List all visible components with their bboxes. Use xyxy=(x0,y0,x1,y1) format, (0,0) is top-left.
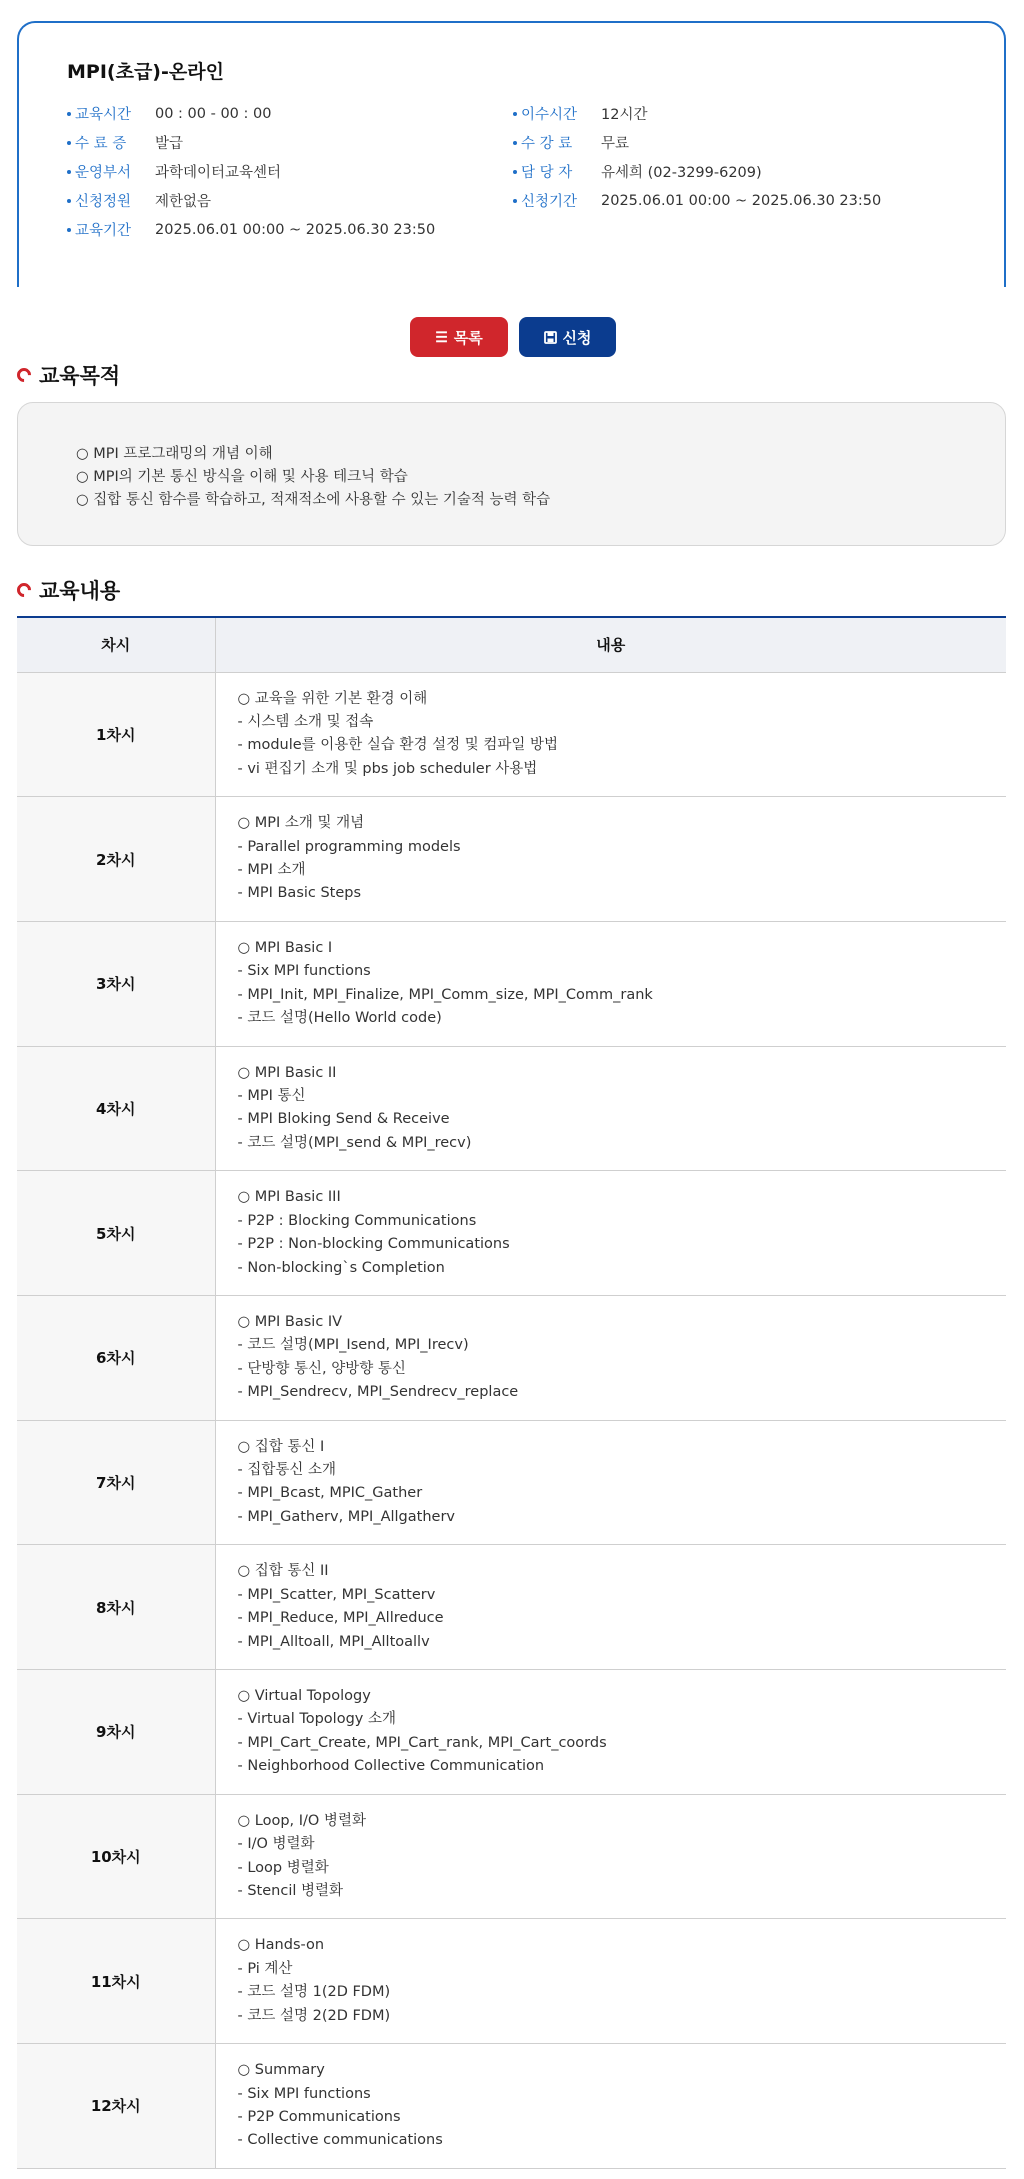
header-content: 내용 xyxy=(215,618,1006,672)
info-row xyxy=(67,133,513,152)
content-line: - 코드 설명(MPI_Isend, MPI_Irecv) xyxy=(237,1337,469,1354)
info-key: 이수시간 xyxy=(521,107,578,123)
info-key: 수 료 증 xyxy=(75,136,127,152)
content-cell xyxy=(215,1295,1006,1420)
table-row xyxy=(17,1046,1006,1171)
apply-button-label: 신청 xyxy=(562,329,592,347)
content-line: ○ Loop, I/O 병렬화 xyxy=(237,1812,366,1829)
section-title-content xyxy=(17,575,120,605)
session-cell: 5차시 xyxy=(17,1171,215,1296)
content-line: - I/O 병렬화 xyxy=(237,1836,315,1853)
content-line: ○ MPI Basic II xyxy=(237,1064,337,1081)
apply-button[interactable] xyxy=(519,317,616,357)
table-row xyxy=(17,1670,1006,1795)
content-line: - Parallel programming models xyxy=(237,838,461,855)
course-title: MPI(초급)-온라인 xyxy=(67,61,224,83)
content-line: - MPI 통신 xyxy=(237,1088,306,1104)
info-value: 유세희 (02-3299-6209) xyxy=(601,165,762,181)
info-column-right xyxy=(513,104,953,239)
content-line: - 코드 설명 1(2D FDM) xyxy=(237,1984,391,2001)
content-line: - Stencil 병렬화 xyxy=(237,1882,344,1899)
content-line: - Loop 병렬화 xyxy=(237,1859,329,1876)
session-cell: 11차시 xyxy=(17,1919,215,2044)
table-header-row xyxy=(17,618,1006,672)
section-title-purpose xyxy=(17,360,120,390)
session-cell: 4차시 xyxy=(17,1046,215,1171)
content-line: - Collective communications xyxy=(237,2132,443,2149)
action-buttons xyxy=(0,317,1024,357)
info-key: 담 당 자 xyxy=(521,165,573,181)
content-line: - 코드 설명 2(2D FDM) xyxy=(237,2007,391,2024)
bullet-dot-icon xyxy=(513,141,517,145)
session-cell: 9차시 xyxy=(17,1670,215,1795)
content-line: ○ MPI Basic IV xyxy=(237,1313,343,1330)
content-line: ○ Summary xyxy=(237,2062,325,2079)
course-info-card xyxy=(17,21,1006,287)
content-line: - MPI 소개 xyxy=(237,862,306,879)
session-cell: 10차시 xyxy=(17,1794,215,1919)
bullet-dot-icon xyxy=(67,141,71,145)
info-key: 신청기간 xyxy=(521,194,578,210)
content-cell xyxy=(215,921,1006,1046)
content-line: - MPI_Gatherv, MPI_Allgatherv xyxy=(237,1508,455,1525)
info-row xyxy=(67,220,513,239)
content-line: - MPI_Scatter, MPI_Scatterv xyxy=(237,1586,436,1603)
bullet-dot-icon xyxy=(513,112,517,116)
purpose-line: ○ MPI 프로그래밍의 개념 이해 xyxy=(76,446,273,462)
content-line: - 단방향 통신, 양방향 통신 xyxy=(237,1360,406,1377)
content-line: - Six MPI functions xyxy=(237,963,371,980)
content-cell xyxy=(215,1420,1006,1545)
info-key: 교육시간 xyxy=(75,107,132,123)
info-row xyxy=(513,162,953,181)
content-cell xyxy=(215,2044,1006,2169)
info-key: 교육기간 xyxy=(75,223,132,239)
content-line: - MPI_Init, MPI_Finalize, MPI_Comm_size, MPI_Comm_rank xyxy=(237,986,653,1003)
content-cell xyxy=(215,1171,1006,1296)
session-cell: 12차시 xyxy=(17,2044,215,2169)
session-cell: 2차시 xyxy=(17,797,215,922)
purpose-line: ○ MPI의 기본 통신 방식을 이해 및 사용 테크닉 학습 xyxy=(76,469,408,485)
content-cell xyxy=(215,1794,1006,1919)
content-line: ○ 집합 통신 II xyxy=(237,1563,329,1580)
content-cell xyxy=(215,1046,1006,1171)
table-row xyxy=(17,1295,1006,1420)
info-column-left xyxy=(67,104,513,239)
table-row xyxy=(17,2044,1006,2169)
content-line: ○ 집합 통신 I xyxy=(237,1438,325,1455)
table-row xyxy=(17,1794,1006,1919)
content-line: - 코드 설명(MPI_send & MPI_recv) xyxy=(237,1134,472,1151)
info-value: 발급 xyxy=(155,136,184,152)
table-row xyxy=(17,921,1006,1046)
info-value: 무료 xyxy=(601,136,630,152)
content-line: - MPI_Alltoall, MPI_Alltoallv xyxy=(237,1633,430,1650)
table-row xyxy=(17,797,1006,922)
info-row xyxy=(513,191,953,210)
info-value: 00 : 00 - 00 : 00 xyxy=(155,105,272,122)
purpose-box xyxy=(17,402,1006,546)
info-value: 2025.06.01 00:00 ~ 2025.06.30 23:50 xyxy=(601,192,882,209)
list-icon: ☰ xyxy=(435,328,448,345)
content-line: - 코드 설명(Hello World code) xyxy=(237,1010,442,1027)
content-line: ○ Virtual Topology xyxy=(237,1688,371,1705)
save-icon xyxy=(544,331,557,344)
course-info-grid xyxy=(67,104,956,239)
content-line: - MPI_Bcast, MPIC_Gather xyxy=(237,1485,423,1502)
content-cell xyxy=(215,1919,1006,2044)
content-cell xyxy=(215,672,1006,797)
content-line: - 시스템 소개 및 접속 xyxy=(237,713,374,730)
section-ring-icon xyxy=(14,365,34,385)
session-cell: 6차시 xyxy=(17,1295,215,1420)
content-line: - Pi 계산 xyxy=(237,1960,293,1977)
section-ring-icon xyxy=(14,580,34,600)
session-cell: 1차시 xyxy=(17,672,215,797)
content-cell xyxy=(215,1670,1006,1795)
info-key: 운영부서 xyxy=(75,165,132,181)
content-line: - MPI Bloking Send & Receive xyxy=(237,1111,450,1128)
session-cell: 8차시 xyxy=(17,1545,215,1670)
table-row xyxy=(17,1919,1006,2044)
content-line: ○ MPI Basic I xyxy=(237,939,333,956)
info-row xyxy=(513,104,953,123)
content-line: ○ MPI 소개 및 개념 xyxy=(237,815,365,832)
bullet-dot-icon xyxy=(67,199,71,203)
header-session: 차시 xyxy=(17,618,215,672)
session-cell: 7차시 xyxy=(17,1420,215,1545)
content-line: - MPI_Cart_Create, MPI_Cart_rank, MPI_Cart_coords xyxy=(237,1734,607,1751)
content-line: - MPI Basic Steps xyxy=(237,885,362,902)
list-button[interactable] xyxy=(410,317,508,357)
section-title-text: 교육목적 xyxy=(39,364,121,388)
content-line: - Six MPI functions xyxy=(237,2085,371,2102)
content-line: - Neighborhood Collective Communication xyxy=(237,1758,545,1775)
info-value: 과학데이터교육센터 xyxy=(155,165,282,181)
info-row xyxy=(513,133,953,152)
table-row xyxy=(17,1545,1006,1670)
content-line: - P2P : Blocking Communications xyxy=(237,1212,477,1229)
bullet-dot-icon xyxy=(67,170,71,174)
info-row xyxy=(67,104,513,123)
content-line: - vi 편집기 소개 및 pbs job scheduler 사용법 xyxy=(237,760,538,777)
bullet-dot-icon xyxy=(513,199,517,203)
content-line: - module를 이용한 실습 환경 설정 및 컴파일 방법 xyxy=(237,737,559,754)
info-value: 제한없음 xyxy=(155,194,212,210)
bullet-dot-icon xyxy=(513,170,517,174)
table-row xyxy=(17,1420,1006,1545)
info-value: 12시간 xyxy=(601,107,648,123)
curriculum-table xyxy=(17,616,1006,2169)
content-cell xyxy=(215,1545,1006,1670)
info-row xyxy=(67,162,513,181)
info-value: 2025.06.01 00:00 ~ 2025.06.30 23:50 xyxy=(155,221,436,238)
content-line: - Non-blocking`s Completion xyxy=(237,1259,445,1276)
purpose-line: ○ 집합 통신 함수를 학습하고, 적재적소에 사용할 수 있는 기술적 능력 학습 xyxy=(76,492,551,508)
content-line: - 집합통신 소개 xyxy=(237,1462,336,1479)
info-key: 수 강 료 xyxy=(521,136,573,152)
content-cell xyxy=(215,797,1006,922)
bullet-dot-icon xyxy=(67,112,71,116)
table-row xyxy=(17,672,1006,797)
info-row xyxy=(67,191,513,210)
content-line: ○ 교육을 위한 기본 환경 이해 xyxy=(237,690,428,707)
bullet-dot-icon xyxy=(67,228,71,232)
session-cell: 3차시 xyxy=(17,921,215,1046)
content-line: - MPI_Reduce, MPI_Allreduce xyxy=(237,1610,444,1627)
info-key: 신청정원 xyxy=(75,194,132,210)
content-line: - P2P : Non-blocking Communications xyxy=(237,1236,510,1253)
content-line: - Virtual Topology 소개 xyxy=(237,1711,396,1728)
table-row xyxy=(17,1171,1006,1296)
list-button-label: 목록 xyxy=(453,329,483,347)
content-line: - P2P Communications xyxy=(237,2108,401,2125)
section-title-text: 교육내용 xyxy=(39,579,121,603)
content-line: ○ MPI Basic III xyxy=(237,1189,341,1206)
content-line: ○ Hands-on xyxy=(237,1937,325,1954)
content-line: - MPI_Sendrecv, MPI_Sendrecv_replace xyxy=(237,1384,519,1401)
